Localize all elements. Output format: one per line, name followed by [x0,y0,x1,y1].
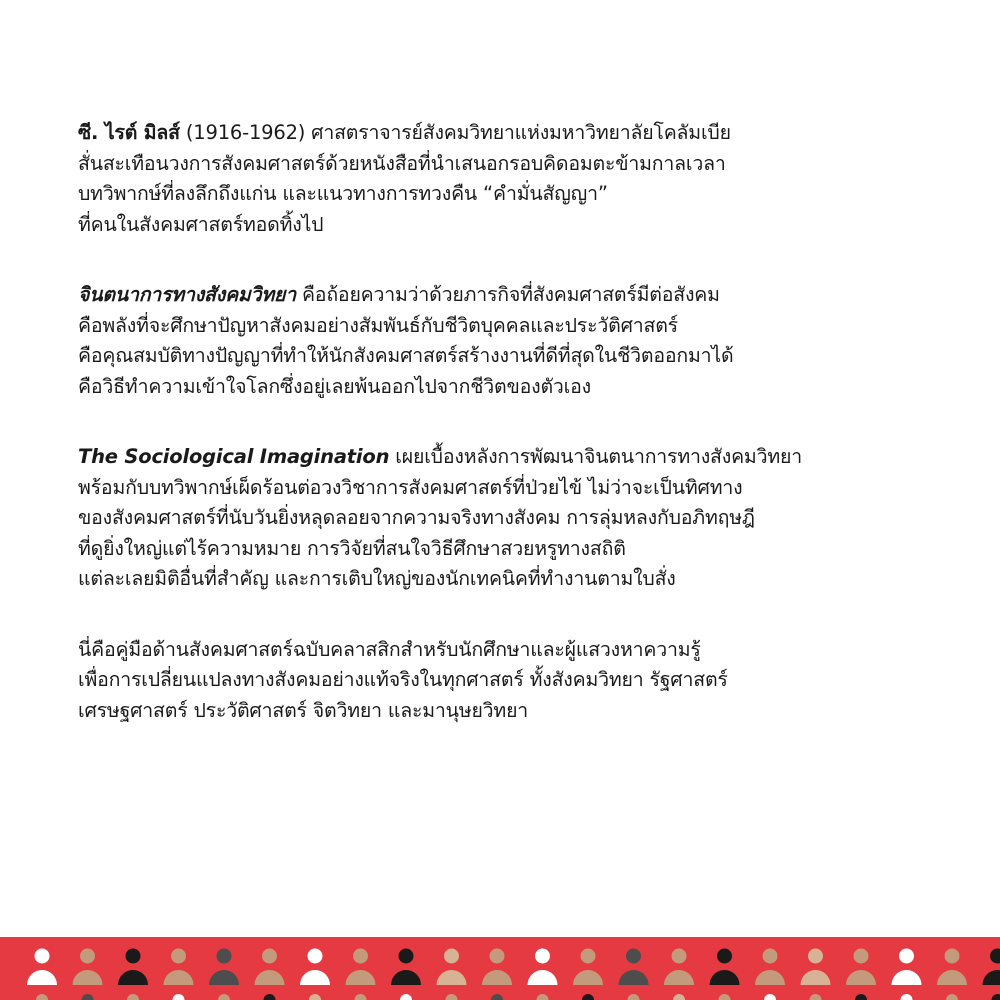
text-line: นี่คือคู่มือด้านสังคมศาสตร์ฉบับคลาสสิกสำหรับนักศึกษาและผู้แสวงหาความรู้ [78,637,701,661]
figure-body [710,970,740,985]
text-line: คือคุณสมบัติทางปัญญาที่ทำให้นักสังคมศาสตร์สร้างงานที่ดีที่สุดในชีวิตออกมาได้ [78,344,734,367]
person-figure-icon [73,949,103,1000]
figure-head [126,949,141,964]
figure-head-partial [36,994,48,1000]
paragraph-imagination [78,280,958,402]
figure-head-partial [764,994,776,1000]
footer-band [0,937,1000,1000]
text-line: ของสังคมศาสตร์ที่นับวันยิ่งหลุดลอยจากความจริงทางสังคม การลุ่มหลงกับอภิทฤษฎี [78,506,755,529]
figure-head-partial [491,994,503,1000]
person-figure-icon [664,949,694,1000]
text-line: เพื่อการเปลี่ยนแปลงทางสังคมอย่างแท้จริงในทุกศาสตร์ ทั้งสังคมวิทยา รัฐศาสตร์ [78,668,728,691]
figure-body [528,970,558,985]
figure-body [27,970,57,985]
english-title: The Sociological Imagination [78,445,390,468]
figure-head-partial [218,994,230,1000]
figure-head [353,949,368,964]
figure-head [444,949,459,964]
person-figure-icon [846,949,876,1000]
text-line: คือวิธีทำความเข้าใจโลกซึ่งอยู่เลยพ้นออกไปจากชีวิตของตัวเอง [78,374,591,398]
figure-head-partial [582,994,594,1000]
figure-body [391,970,421,985]
person-figure-icon [27,949,57,1000]
figure-head [490,949,505,964]
person-figure-icon [573,949,603,1000]
person-figure-icon [619,949,649,1000]
thai-title: จินตนาการทางสังคมวิทยา [78,283,296,306]
figure-head [990,949,1000,964]
figure-head [171,949,186,964]
figure-body [209,970,239,985]
description-text [78,118,958,766]
paragraph-book [78,442,958,595]
figure-body [892,970,922,985]
figure-head [945,949,960,964]
figure-head-partial [946,994,958,1000]
person-figure-icon [118,949,148,1000]
person-figure-icon [755,949,785,1000]
figure-body [755,970,785,985]
text-line: ซี. ไรต์ มิลส์ (1916-1962) ศาสตราจารย์สังคมวิทยาแห่งมหาวิทยาลัยโคลัมเบีย [78,121,731,144]
figure-head-partial [264,994,276,1000]
person-figure-icon [391,949,421,1000]
person-figure-icon [710,949,740,1000]
figure-body [664,970,694,985]
figure-head-partial [673,994,685,1000]
figure-head-partial [719,994,731,1000]
person-figure-icon [300,949,330,1000]
figure-head-partial [355,994,367,1000]
figure-head-partial [628,994,640,1000]
figure-head [899,949,914,964]
figure-head [217,949,232,964]
person-figure-icon [346,949,376,1000]
figure-body [73,970,103,985]
figure-head [399,949,414,964]
figure-head [535,949,550,964]
figure-body [118,970,148,985]
figure-body [801,970,831,985]
figure-body [164,970,194,985]
figure-body [482,970,512,985]
figure-head [808,949,823,964]
author-name: ซี. ไรต์ มิลส์ [78,121,180,144]
figure-head-partial [82,994,94,1000]
figure-body [300,970,330,985]
figure-head [35,949,50,964]
text-line: แต่ละเลยมิติอื่นที่สำคัญ และการเติบใหญ่ของนักเทคนิคที่ทำงานตามใบสั่ง [78,567,676,590]
text-line: สั่นสะเทือนวงการสังคมศาสตร์ด้วยหนังสือที่นำเสนอกรอบคิดอมตะข้ามกาลเวลา [78,151,726,175]
figure-body [937,970,967,985]
figure-head-partial [901,994,913,1000]
figure-body [619,970,649,985]
figure-head [262,949,277,964]
text-line: ที่ดูยิ่งใหญ่แต่ไร้ความหมาย การวิจัยที่สนใจวิธีศึกษาสวยหรูทางสถิติ [78,536,626,560]
paragraph-audience [78,635,958,727]
figure-head [672,949,687,964]
person-figure-icon [255,949,285,1000]
figure-body [346,970,376,985]
figure-head [80,949,95,964]
figure-head-partial [810,994,822,1000]
figure-body [983,970,1000,985]
person-figure-icon [164,949,194,1000]
figure-body [846,970,876,985]
person-figure-icon [892,949,922,1000]
figure-head-partial [446,994,458,1000]
person-figure-icon [528,949,558,1000]
text-line: คือพลังที่จะศึกษาปัญหาสังคมอย่างสัมพันธ์กับชีวิตบุคคลและประวัติศาสตร์ [78,313,678,337]
figure-head [626,949,641,964]
figure-head-partial [127,994,139,1000]
figure-head [308,949,323,964]
figure-body [573,970,603,985]
figure-head [854,949,869,964]
figure-head-partial [173,994,185,1000]
person-figure-icon [983,949,1000,1000]
person-figure-icon [437,949,467,1000]
figure-head-partial [400,994,412,1000]
figure-head-partial [309,994,321,1000]
paragraph-author [78,118,958,240]
text-line: ที่คนในสังคมศาสตร์ทอดทิ้งไป [78,212,324,236]
figure-body [437,970,467,985]
figure-head [763,949,778,964]
person-figure-icon [209,949,239,1000]
text-line: เศรษฐศาสตร์ ประวัติศาสตร์ จิตวิทยา และมานุษยวิทยา [78,698,529,722]
text-line: บทวิพากษ์ที่ลงลึกถึงแก่น และแนวทางการทวงคืน “คำมั่นสัญญา” [78,182,608,205]
person-figure-icon [801,949,831,1000]
text-line: The Sociological Imagination เผยเบื้องหลังการพัฒนาจินตนาการทางสังคมวิทยา [78,445,802,468]
person-figure-icon [482,949,512,1000]
person-figure-icon [937,949,967,1000]
person-figure-pattern-icon [0,937,1000,1000]
figure-body [255,970,285,985]
figure-head-partial [992,994,1000,1000]
figure-head [581,949,596,964]
figure-head-partial [537,994,549,1000]
figure-head-partial [855,994,867,1000]
figure-head [717,949,732,964]
text-line: พร้อมกับบทวิพากษ์เผ็ดร้อนต่อวงวิชาการสังคมศาสตร์ที่ป่วยไข้ ไม่ว่าจะเป็นทิศทาง [78,475,743,499]
text-line: จินตนาการทางสังคมวิทยา คือถ้อยความว่าด้วยภารกิจที่สังคมศาสตร์มีต่อสังคม [78,283,720,306]
